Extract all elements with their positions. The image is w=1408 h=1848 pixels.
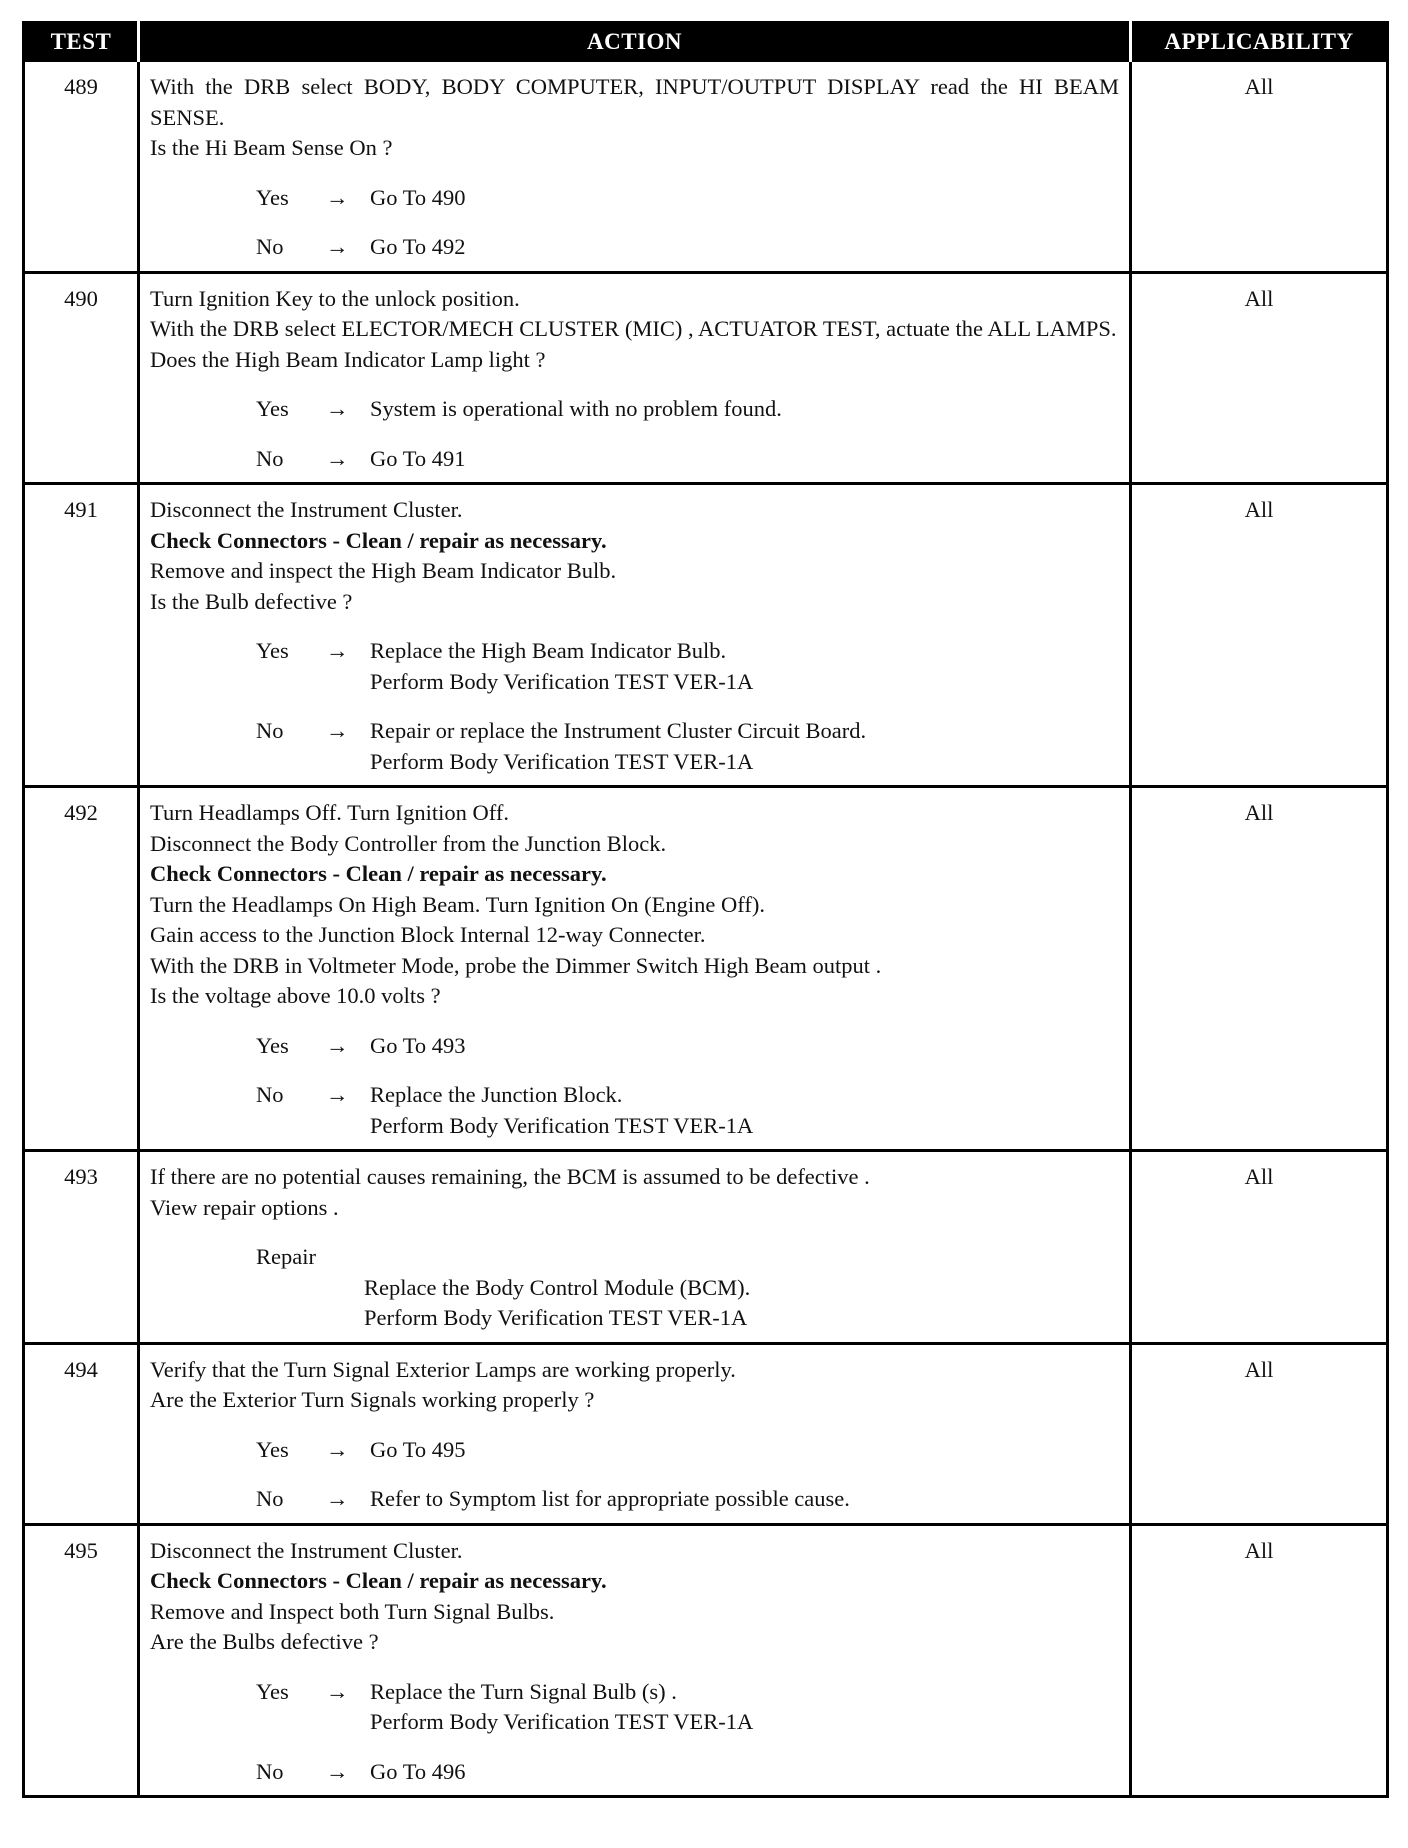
- table-row: [24, 1151, 1388, 1344]
- instruction-bold: Check Connectors - Clean / repair as necessary.: [150, 1568, 607, 1593]
- answer-result: [370, 232, 1119, 263]
- instruction-line: Turn the Headlamps On High Beam. Turn Ignition On (Engine Off).: [150, 891, 765, 917]
- answer-option: [150, 1757, 1119, 1788]
- repair-result: [364, 1273, 1119, 1334]
- answer-result: [370, 394, 1119, 425]
- answer-label: Yes: [256, 396, 289, 421]
- action-cell: [139, 272, 1131, 484]
- answer-option: [150, 1484, 1119, 1515]
- arrow-right-icon: →: [326, 1678, 349, 1704]
- answer-option: [150, 1031, 1119, 1062]
- instruction-line: Does the High Beam Indicator Lamp light ?: [150, 346, 546, 372]
- instruction-line: View repair options .: [150, 1194, 339, 1220]
- answer-option: [150, 636, 1119, 697]
- answer-result: [370, 444, 1119, 475]
- answer-result: [370, 716, 1119, 777]
- table-row: [24, 1524, 1388, 1797]
- answer-option: [150, 444, 1119, 475]
- instruction-line: With the DRB select BODY, BODY COMPUTER, INPUT/OUTPUT DISPLAY read the HI BEAM SENSE.: [150, 74, 1119, 130]
- answer-option: [150, 1435, 1119, 1466]
- table-row: [24, 484, 1388, 787]
- instruction-line: If there are no potential causes remaining, the BCM is assumed to be defective .: [150, 1164, 870, 1189]
- result-line: Go To 495: [370, 1436, 466, 1462]
- instruction-line: Turn Headlamps Off. Turn Ignition Off.: [150, 800, 509, 825]
- answer-label: Yes: [256, 1032, 289, 1058]
- result-line: Replace the Body Control Module (BCM).: [364, 1274, 751, 1300]
- answer-result: [370, 1677, 1119, 1738]
- result-line: Repair or replace the Instrument Cluster Circuit Board.: [370, 718, 867, 743]
- table-row: [24, 1343, 1388, 1524]
- test-number: 490: [24, 272, 139, 484]
- answer-option: [150, 183, 1119, 214]
- result-line: Perform Body Verification TEST VER-1A: [370, 1112, 754, 1138]
- answer-result: [370, 183, 1119, 214]
- test-number: 493: [24, 1151, 139, 1344]
- arrow-right-icon: →: [326, 1082, 349, 1107]
- instruction-line: With the DRB select ELECTOR/MECH CLUSTER (MIC) , ACTUATOR TEST, actuate the ALL LAMPS.: [150, 316, 1117, 341]
- answer-label: Yes: [256, 1436, 289, 1462]
- answer-result: [370, 1080, 1119, 1141]
- instruction-line: Disconnect the Instrument Cluster.: [150, 497, 463, 522]
- instruction-line: Turn Ignition Key to the unlock position.: [150, 285, 520, 311]
- arrow-right-icon: →: [326, 445, 349, 471]
- action-cell: [139, 1343, 1131, 1524]
- instruction-line: Disconnect the Body Controller from the Junction Block.: [150, 830, 667, 856]
- answer-option: [150, 1080, 1119, 1141]
- instruction-line: Remove and inspect the High Beam Indicator Bulb.: [150, 558, 617, 583]
- result-line: Perform Body Verification TEST VER-1A: [364, 1305, 748, 1330]
- result-line: Replace the High Beam Indicator Bulb.: [370, 638, 727, 663]
- test-number: 489: [24, 61, 139, 273]
- table-row: [24, 787, 1388, 1151]
- instruction-line: Is the Bulb defective ?: [150, 588, 353, 614]
- applicability-value: All: [1131, 61, 1388, 273]
- action-cell: [139, 1151, 1131, 1344]
- header-applicability: APPLICABILITY: [1131, 23, 1388, 61]
- instruction-bold: Check Connectors - Clean / repair as necessary.: [150, 527, 607, 553]
- result-line: Perform Body Verification TEST VER-1A: [370, 668, 754, 694]
- result-line: Refer to Symptom list for appropriate possible cause.: [370, 1486, 850, 1511]
- header-action: ACTION: [139, 23, 1131, 61]
- answer-option: [150, 394, 1119, 425]
- applicability-value: All: [1131, 1524, 1388, 1797]
- instruction-line: Is the Hi Beam Sense On ?: [150, 135, 393, 160]
- arrow-right-icon: →: [326, 638, 349, 663]
- arrow-right-icon: →: [326, 396, 349, 421]
- instruction-line: Verify that the Turn Signal Exterior Lamps are working properly.: [150, 1356, 736, 1382]
- answer-label: No: [256, 718, 284, 743]
- action-cell: [139, 787, 1131, 1151]
- result-line: Go To 491: [370, 445, 466, 471]
- result-line: Perform Body Verification TEST VER-1A: [370, 1709, 754, 1734]
- answer-result: [370, 1757, 1119, 1788]
- answer-result: [370, 1484, 1119, 1515]
- answer-result: [370, 1031, 1119, 1062]
- header-test: TEST: [24, 23, 139, 61]
- arrow-right-icon: →: [326, 234, 349, 259]
- instruction-line: With the DRB in Voltmeter Mode, probe the Dimmer Switch High Beam output .: [150, 952, 882, 978]
- answer-label: Yes: [256, 638, 289, 663]
- test-number: 491: [24, 484, 139, 787]
- table-row: [24, 272, 1388, 484]
- arrow-right-icon: →: [326, 1032, 349, 1058]
- instruction-line: Gain access to the Junction Block Internal 12-way Connecter.: [150, 922, 706, 947]
- instruction-line: Are the Bulbs defective ?: [150, 1629, 379, 1654]
- answer-result: [370, 636, 1119, 697]
- action-cell: [139, 484, 1131, 787]
- test-number: 495: [24, 1524, 139, 1797]
- applicability-value: All: [1131, 787, 1388, 1151]
- instruction-line: Is the voltage above 10.0 volts ?: [150, 983, 441, 1008]
- answer-result: [370, 1435, 1119, 1466]
- applicability-value: All: [1131, 1151, 1388, 1344]
- answer-label: No: [256, 445, 284, 471]
- answer-option: [150, 1677, 1119, 1738]
- result-line: Go To 496: [370, 1758, 466, 1784]
- arrow-right-icon: →: [326, 1758, 349, 1784]
- arrow-right-icon: →: [326, 184, 349, 210]
- diagnostic-table: [22, 21, 1389, 1798]
- instruction-line: Remove and Inspect both Turn Signal Bulbs.: [150, 1598, 555, 1624]
- table-header: [24, 23, 1388, 61]
- action-cell: [139, 61, 1131, 273]
- answer-label: Yes: [256, 184, 289, 210]
- result-line: Replace the Junction Block.: [370, 1082, 623, 1107]
- answer-label: Yes: [256, 1678, 289, 1704]
- answer-label: No: [256, 1486, 284, 1511]
- applicability-value: All: [1131, 1343, 1388, 1524]
- answer-label: No: [256, 1082, 284, 1107]
- diagnostic-page: [22, 21, 1386, 1798]
- table-row: [24, 61, 1388, 273]
- action-cell: [139, 1524, 1131, 1797]
- arrow-right-icon: →: [326, 718, 349, 743]
- answer-label: No: [256, 234, 284, 259]
- result-line: Go To 492: [370, 234, 466, 259]
- result-line: Go To 490: [370, 184, 466, 210]
- instruction-line: Are the Exterior Turn Signals working properly ?: [150, 1387, 595, 1412]
- test-number: 494: [24, 1343, 139, 1524]
- instruction-bold: Check Connectors - Clean / repair as necessary.: [150, 861, 607, 886]
- result-line: Go To 493: [370, 1032, 466, 1058]
- instruction-line: Disconnect the Instrument Cluster.: [150, 1537, 463, 1563]
- arrow-right-icon: →: [326, 1436, 349, 1462]
- answer-option: [150, 716, 1119, 777]
- result-line: Perform Body Verification TEST VER-1A: [370, 748, 754, 774]
- arrow-right-icon: →: [326, 1486, 349, 1511]
- result-line: System is operational with no problem found.: [370, 396, 782, 421]
- repair-label: Repair: [256, 1244, 316, 1269]
- applicability-value: All: [1131, 272, 1388, 484]
- test-number: 492: [24, 787, 139, 1151]
- applicability-value: All: [1131, 484, 1388, 787]
- answer-option: [150, 232, 1119, 263]
- answer-label: No: [256, 1758, 284, 1784]
- result-line: Replace the Turn Signal Bulb (s) .: [370, 1678, 677, 1704]
- table-body: [24, 61, 1388, 1797]
